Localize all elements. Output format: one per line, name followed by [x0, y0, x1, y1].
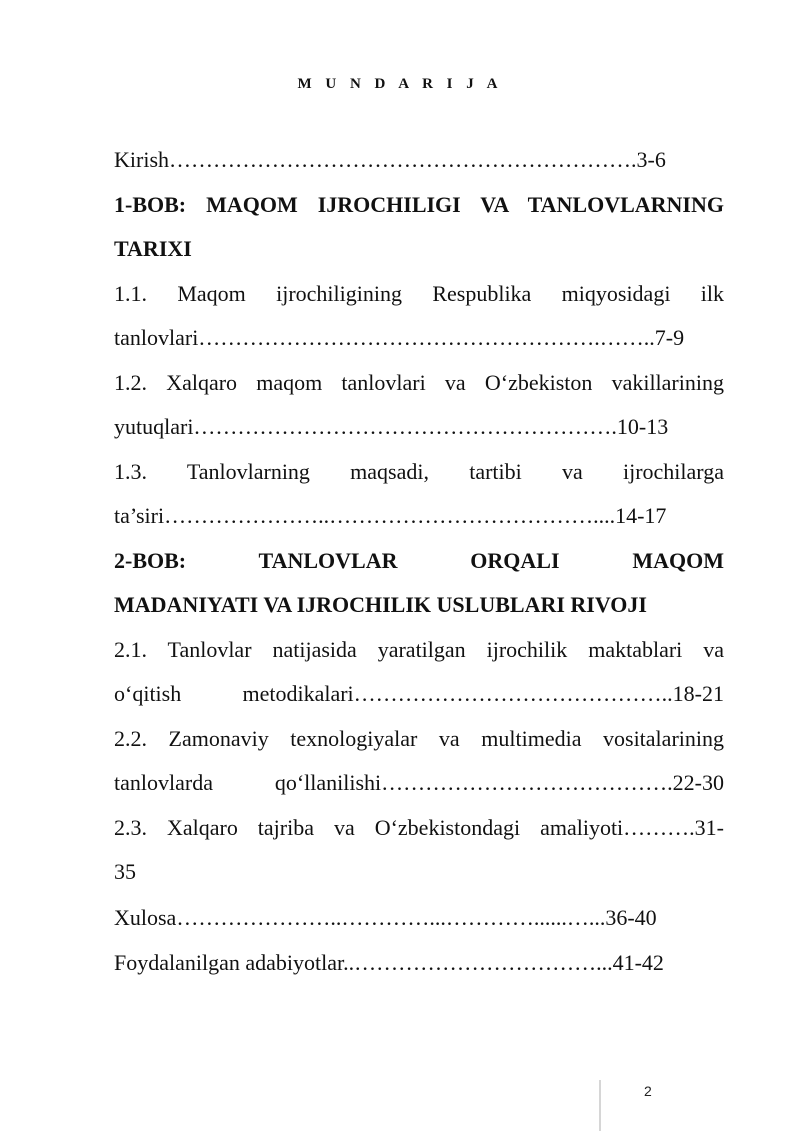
toc-section-1-2-line-2: yutuqlari………………………………………………….10-13 [114, 414, 669, 439]
toc-chapter-2-line-1: 2-BOB: TANLOVLAR ORQALI MAQOM [114, 548, 724, 573]
toc-chapter-1 [114, 183, 724, 271]
toc-chapter-2 [114, 539, 724, 627]
toc-entry-text: Kirish……………………………………………………….3-6 [114, 147, 666, 172]
toc-entry-xulosa [114, 896, 724, 940]
toc-section-2-3-line-2: 35 [114, 859, 136, 884]
page-number: 2 [644, 1083, 652, 1099]
page-title: M U N D A R I J A [297, 76, 503, 92]
toc-entry-text: Xulosa…………………..…………...…………......…...36-40 [114, 905, 657, 930]
toc-chapter-2-line-2: MADANIYATI VA IJROCHILIK USLUBLARI RIVOJI [114, 592, 647, 617]
toc-section-1-2 [114, 361, 724, 449]
table-of-contents [114, 138, 724, 985]
toc-section-1-2-line-1: 1.2. Xalqaro maqom tanlovlari va O‘zbekiston vakillarining [114, 370, 724, 395]
toc-section-1-3-line-1: 1.3. Tanlovlarning maqsadi, tartibi va ijrochilarga [114, 459, 724, 484]
toc-entry-text: Foydalanilgan adabiyotlar..……………………………...41-42 [114, 950, 664, 975]
toc-section-2-2 [114, 717, 724, 805]
toc-section-1-1-line-1: 1.1. Maqom ijrochiligining Respublika miqyosidagi ilk [114, 281, 724, 306]
toc-section-2-1-line-1: 2.1. Tanlovlar natijasida yaratilgan ijrochilik maktablari va [114, 637, 724, 662]
toc-section-2-3 [114, 806, 724, 894]
toc-chapter-1-line-1: 1-BOB: MAQOM IJROCHILIGI VA TANLOVLARNING [114, 192, 724, 217]
toc-section-1-1 [114, 272, 724, 360]
toc-chapter-1-line-2: TARIXI [114, 236, 192, 261]
toc-entry-adabiyotlar [114, 941, 724, 985]
page-margin-rule [599, 1080, 601, 1131]
toc-section-1-3 [114, 450, 724, 538]
toc-section-2-1-line-2: o‘qitish metodikalari……………………………………..18-21 [114, 681, 724, 706]
toc-section-2-3-line-1: 2.3. Xalqaro tajriba va O‘zbekistondagi amaliyoti……….31- [114, 815, 724, 840]
toc-section-2-1 [114, 628, 724, 716]
toc-section-1-1-line-2: tanlovlari……………………………………………….……..7-9 [114, 325, 685, 350]
toc-section-1-3-line-2: ta’siri…………………..………………………………....14-17 [114, 503, 667, 528]
toc-entry-kirish [114, 138, 724, 182]
toc-section-2-2-line-2: tanlovlarda qo‘llanilishi………………………………….22-30 [114, 770, 724, 795]
toc-section-2-2-line-1: 2.2. Zamonaviy texnologiyalar va multimedia vositalarining [114, 726, 724, 751]
